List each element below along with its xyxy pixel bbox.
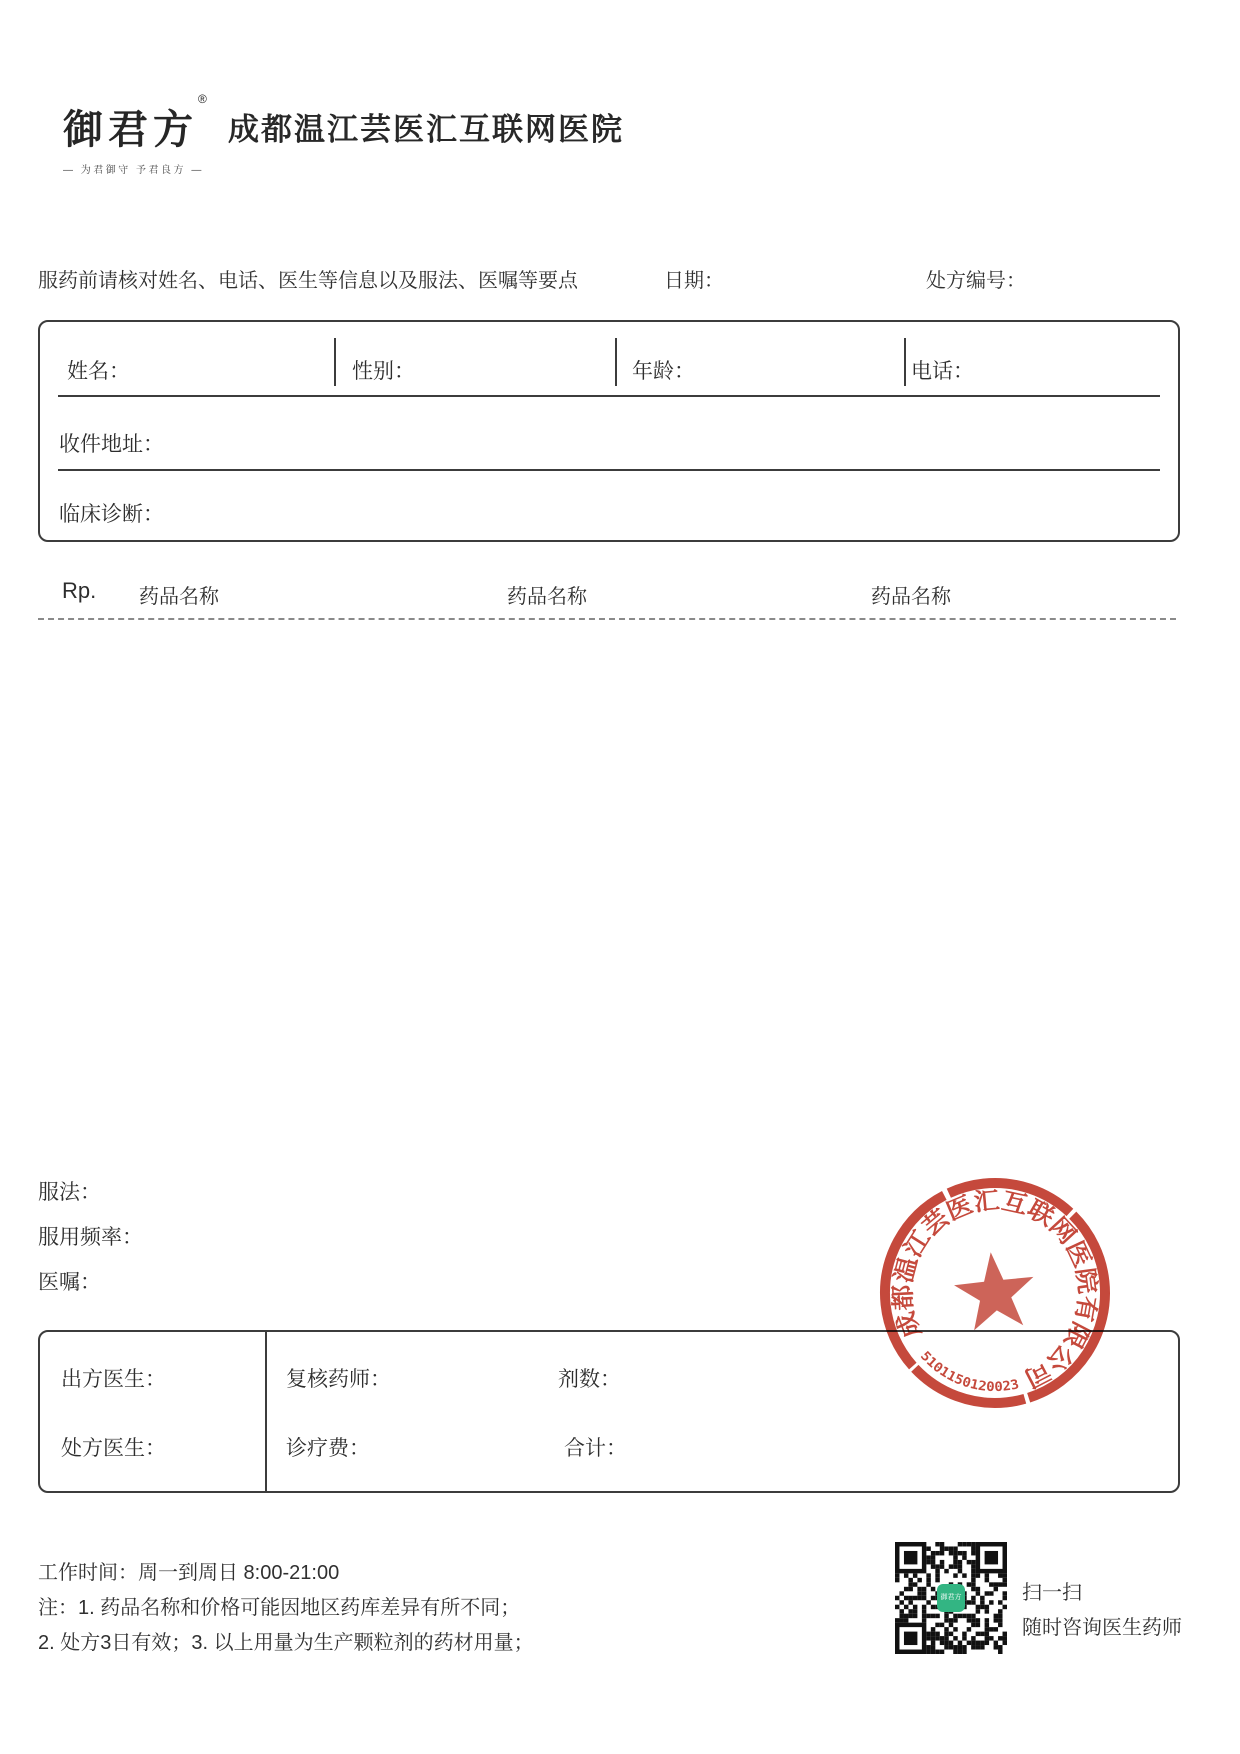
company-seal-graphic: [860, 1158, 1130, 1428]
patient-age-label: 年龄：: [632, 360, 695, 383]
clinical-diagnosis-label: 临床诊断：: [59, 503, 164, 526]
column-divider: [334, 338, 336, 386]
verification-notice: 服药前请核对姓名、电话、医生等信息以及服法、医嘱等要点: [38, 270, 578, 292]
working-hours: 工作时间：周一到周日 8:00-21:00: [38, 1562, 340, 1584]
column-divider: [904, 338, 906, 386]
drug-name-column-header: 药品名称: [507, 586, 587, 608]
hospital-title: 成都温江芸医汇互联网医院: [228, 112, 624, 147]
doses-label: 剂数：: [558, 1368, 621, 1391]
column-divider: [265, 1332, 267, 1491]
drug-name-column-header: 药品名称: [139, 586, 219, 608]
company-seal-stamp: [860, 1158, 1130, 1428]
patient-phone-label: 电话：: [911, 360, 974, 383]
qr-center-logo: 御君方: [937, 1584, 965, 1612]
doctor-advice-label: 医嘱：: [38, 1271, 101, 1294]
seal-serial-number: 5101150120023: [917, 1348, 1020, 1396]
brand-tagline: — 为君御守 予君良方 —: [63, 165, 204, 176]
issuing-doctor-label: 出方医生：: [61, 1368, 166, 1391]
patient-name-label: 姓名：: [67, 360, 130, 383]
rx-number-label: 处方编号：: [926, 270, 1026, 292]
column-divider: [615, 338, 617, 386]
row-divider: [58, 395, 1160, 397]
drug-name-column-header: 药品名称: [871, 586, 951, 608]
dashed-separator: [38, 618, 1176, 620]
note-line-2: 2. 处方3日有效；3. 以上用量为生产颗粒剂的药材用量；: [38, 1632, 534, 1654]
note-line-1: 注：1. 药品名称和价格可能因地区药库差异有所不同；: [38, 1597, 521, 1619]
delivery-address-label: 收件地址：: [59, 433, 164, 456]
seal-company-name: 成都温江芸医汇互联网医院有限公司: [889, 1187, 1101, 1392]
brand-logo-text: 御君方: [63, 106, 198, 153]
rp-label: Rp.: [62, 578, 97, 603]
reviewing-pharmacist-label: 复核药师：: [286, 1368, 391, 1391]
qr-caption-scan: 扫一扫: [1022, 1582, 1082, 1604]
usage-method-label: 服法：: [38, 1181, 101, 1204]
prescribing-doctor-label: 处方医生：: [61, 1437, 166, 1460]
qr-code: [895, 1542, 1007, 1654]
consultation-fee-label: 诊疗费：: [286, 1437, 370, 1460]
usage-frequency-label: 服用频率：: [38, 1226, 143, 1249]
date-label: 日期：: [664, 270, 724, 292]
total-label: 合计：: [564, 1437, 627, 1460]
patient-info-box: [38, 320, 1180, 542]
registered-trademark-icon: ®: [198, 92, 207, 106]
seal-star-icon: [951, 1248, 1038, 1332]
qr-caption-consult: 随时咨询医生药师: [1022, 1617, 1182, 1639]
brand-logo: [63, 92, 207, 176]
patient-gender-label: 性别：: [352, 360, 415, 383]
row-divider: [58, 469, 1160, 471]
